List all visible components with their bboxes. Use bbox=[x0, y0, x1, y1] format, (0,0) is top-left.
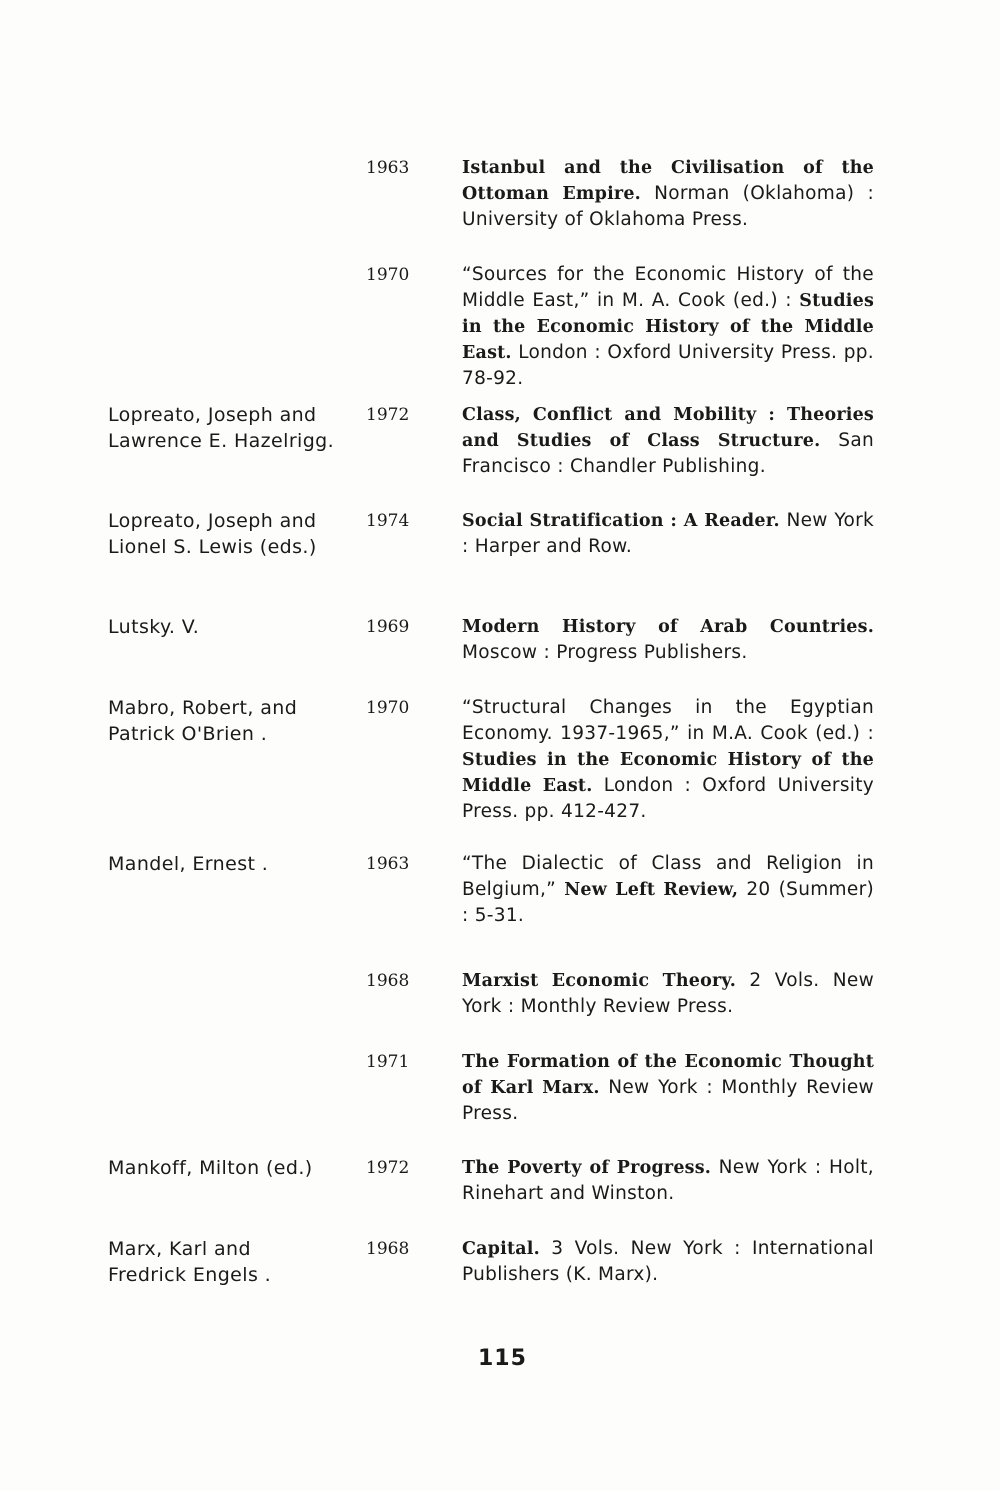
citation-text: “The Dialectic of Class and Religion in Belgium,” bbox=[462, 853, 874, 900]
citation-title: The Poverty of Progress. bbox=[462, 1158, 712, 1178]
citation-title: Marxist Economic Theory. bbox=[462, 971, 737, 991]
citation-text: 20 (Summer) : 5-31. bbox=[462, 879, 874, 926]
citation-title: New Left Review, bbox=[564, 880, 739, 900]
citation-text: San Francisco : Chandler Publishing. bbox=[462, 430, 874, 477]
entry-citation bbox=[462, 1236, 874, 1288]
entry-author: Mankoff, Milton (ed.) bbox=[108, 1157, 313, 1179]
citation-text: “Sources for the Economic History of the Middle East,” in M. A. Cook (ed.) : bbox=[462, 264, 874, 311]
entry-citation bbox=[462, 155, 874, 233]
citation-text: Moscow : Progress Publishers. bbox=[462, 642, 748, 663]
entry-year: 1971 bbox=[366, 1052, 410, 1072]
entry-citation bbox=[462, 262, 874, 392]
citation-title: Studies in the Economic History of the Middle East. bbox=[462, 750, 874, 796]
entry-citation bbox=[462, 968, 874, 1020]
entry-author: Marx, Karl and Fredrick Engels . bbox=[108, 1238, 272, 1286]
entry-year: 1972 bbox=[366, 405, 410, 425]
page-number: 115 bbox=[478, 1346, 527, 1371]
citation-text: “Structural Changes in the Egyptian Economy. 1937-1965,” in M.A. Cook (ed.) : bbox=[462, 697, 874, 744]
citation-title: Capital. bbox=[462, 1239, 540, 1259]
citation-text: 3 Vols. New York : International Publishers (K. Marx). bbox=[462, 1238, 874, 1285]
citation-title: Studies in the Economic History of the Middle East. bbox=[462, 291, 874, 363]
citation-title: Istanbul and the Civilisation of the Ottoman Empire. bbox=[462, 158, 874, 204]
entry-citation bbox=[462, 508, 874, 560]
entry-author: Lopreato, Joseph and Lionel S. Lewis (eds.) bbox=[108, 510, 317, 558]
citation-title: Modern History of Arab Countries. bbox=[462, 617, 874, 637]
citation-text: New York : Monthly Review Press. bbox=[462, 1077, 874, 1124]
entry-year: 1974 bbox=[366, 511, 410, 531]
entry-author: Mandel, Ernest . bbox=[108, 853, 269, 875]
entry-citation bbox=[462, 851, 874, 929]
entry-year: 1969 bbox=[366, 617, 410, 637]
entry-citation bbox=[462, 402, 874, 480]
entry-year: 1963 bbox=[366, 158, 410, 178]
entry-year: 1972 bbox=[366, 1158, 410, 1178]
citation-text: 2 Vols. New York : Monthly Review Press. bbox=[462, 970, 874, 1017]
entry-citation bbox=[462, 695, 874, 825]
citation-text: London : Oxford University Press. pp. 412-427. bbox=[462, 775, 874, 822]
citation-text: Norman (Oklahoma) : University of Oklahoma Press. bbox=[462, 183, 874, 230]
citation-title: Class, Conflict and Mobility : Theories and Studies of Class Structure. bbox=[462, 405, 874, 451]
citation-text: New York : Holt, Rinehart and Winston. bbox=[462, 1157, 874, 1204]
entry-year: 1963 bbox=[366, 854, 410, 874]
entry-year: 1968 bbox=[366, 971, 410, 991]
entry-year: 1970 bbox=[366, 698, 410, 718]
citation-text: London : Oxford University Press. pp. 78-92. bbox=[462, 342, 874, 389]
entry-citation bbox=[462, 614, 874, 666]
citation-text: New York : Harper and Row. bbox=[462, 510, 875, 557]
entry-citation bbox=[462, 1155, 874, 1207]
entry-author: Lutsky. V. bbox=[108, 616, 200, 638]
citation-title: Social Stratification : A Reader. bbox=[462, 511, 780, 531]
entry-citation bbox=[462, 1049, 874, 1127]
entry-year: 1970 bbox=[366, 265, 410, 285]
entry-author: Mabro, Robert, and Patrick O'Brien . bbox=[108, 697, 298, 745]
citation-title: The Formation of the Economic Thought of Karl Marx. bbox=[462, 1052, 874, 1098]
entry-author: Lopreato, Joseph and Lawrence E. Hazelrigg. bbox=[108, 404, 335, 452]
entry-year: 1968 bbox=[366, 1239, 410, 1259]
